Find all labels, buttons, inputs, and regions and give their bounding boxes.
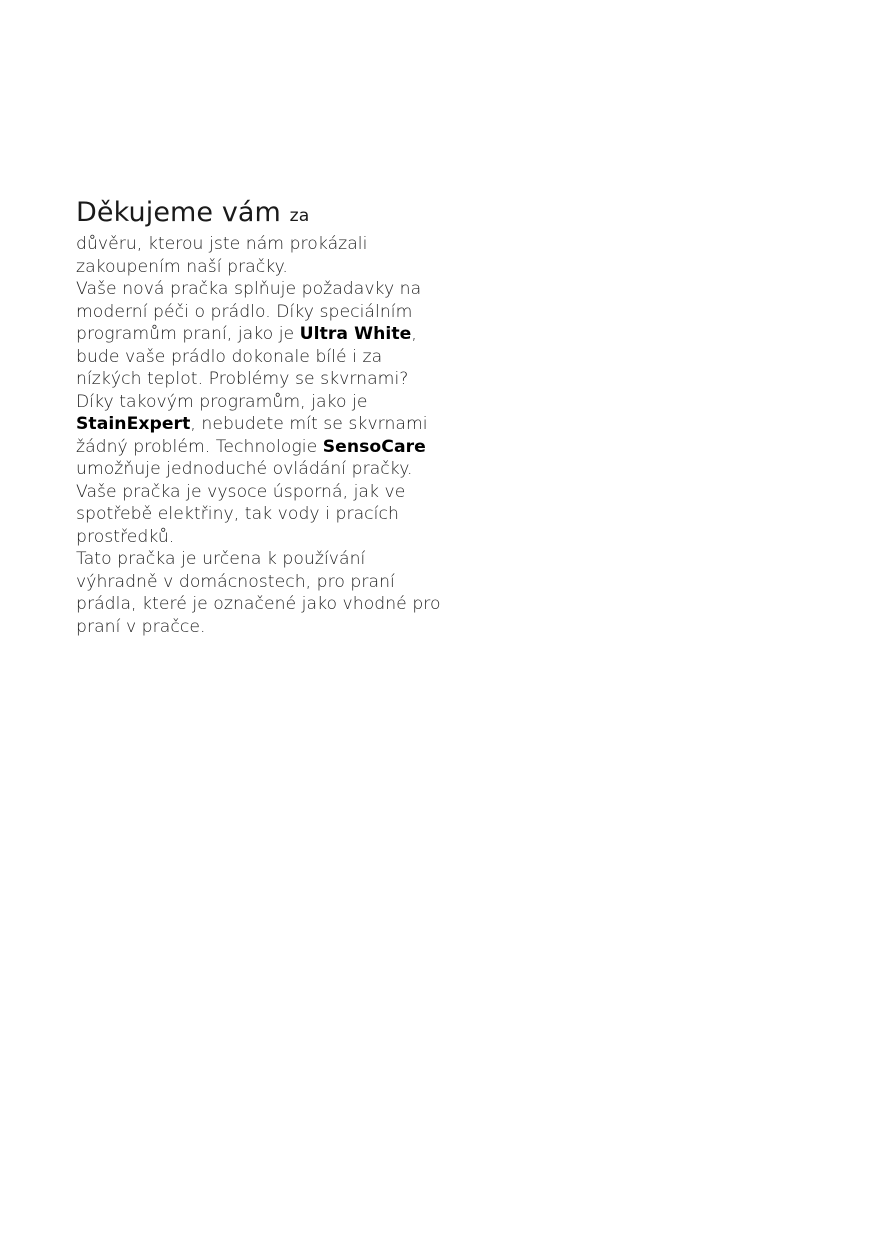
brand-ultra-white: Ultra White [299, 324, 412, 344]
features-text-a: Vaše nová pračka splňuje požadavky na moderní péči o prádlo. Díky speciálním programům praní, jako je [76, 279, 422, 344]
intro-heading [76, 196, 446, 233]
paragraph-thanks: důvěru, kterou jste nám prokázali zakoupením naší pračky. [76, 234, 368, 277]
features-text-d: umožňuje jednoduché ovládání pračky. [76, 459, 413, 479]
brand-stainexpert: StainExpert [76, 414, 191, 434]
intro-text-block [76, 196, 446, 638]
paragraph-intended-use: Tato pračka je určena k používání výhradně v domácnostech, pro praní prádla, které je označené jako vhodné pro praní v pračce. [76, 549, 441, 637]
features-text-c: , nebudete mít se skvrnami žádný problém. Technologie [76, 414, 428, 457]
heading-title: Děkujeme vám [76, 197, 281, 228]
features-text-b: , bude vaše prádlo dokonale bílé i za nízkých teplot. Problémy se skvrnami? Díky takovým programům, jako je [76, 324, 417, 412]
paragraph-features [76, 278, 446, 481]
brand-sensocare: SensoCare [322, 436, 426, 457]
paragraph-efficiency: Vaše pračka je vysoce úsporná, jak ve spotřebě elektřiny, tak vody i pracích prostředků. [76, 481, 406, 547]
heading-tail: za [289, 206, 310, 226]
